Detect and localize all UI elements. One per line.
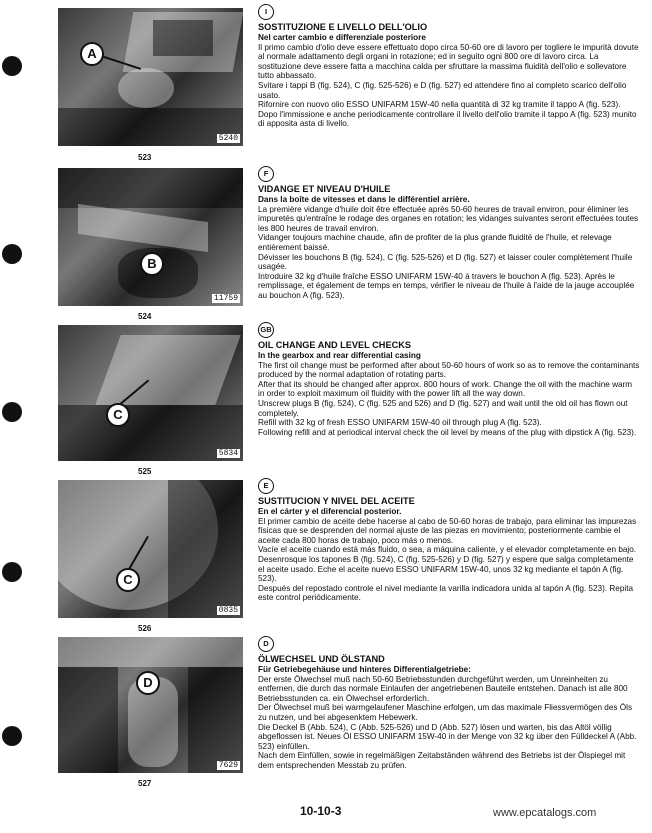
figure-number: 526 bbox=[138, 624, 152, 633]
paragraph: Die Deckel B (Abb. 524), C (Abb. 525-526) und D (Abb. 527) lösen und warten, bis das Altöl völlig abgeflossen ist. Neues Öl ESSO UNIFARM 15W-40 in der Menge von 32 kg über den Fülldeckel A (Abb. 523) einfüllen. bbox=[258, 722, 637, 751]
paragraph: Der Ölwechsel muß bei warmgelaufener Maschine erfolgen, um das maximale Fliessvermögen des Öls zu nutzen, und bei abgesenktem Hebewerk. bbox=[258, 703, 633, 722]
page-number: 10-10-3 bbox=[300, 804, 342, 818]
binder-hole bbox=[2, 244, 22, 264]
figure-number: 527 bbox=[138, 779, 152, 788]
paragraph: After that its should be changed after approx. 800 hours of work. Change the oil with the machine warm in order to exploit maximum oil fluidity with the power lift all the way down. bbox=[258, 379, 633, 399]
paragraph: Refill with 32 kg of fresh ESSO UNIFARM 15W-40 oil through plug A (fig. 523). bbox=[258, 418, 542, 428]
website-watermark: www.epcatalogs.com bbox=[493, 807, 597, 819]
figure-number: 525 bbox=[138, 467, 152, 476]
paragraph: El primer cambio de aceite debe hacerse al cabo de 50-60 horas de trabajo, para eliminar las impurezas físicas que se desprenden del normal ajuste de las piezas en movimiento; posteriormente cambie el aceite cada 800 horas de trabajo, poco más o menos. bbox=[258, 516, 637, 545]
binder-hole bbox=[2, 726, 22, 746]
paragraph: Dopo l'immissione e anche periodicamente controllare il livello dell'olio tramite il tappo A (fig. 523) munito di apposita asta di livello. bbox=[258, 109, 637, 129]
callout-b: B bbox=[140, 252, 164, 276]
section-english bbox=[258, 322, 640, 437]
figure-code: 5240 bbox=[218, 134, 238, 143]
section-title: ÖLWECHSEL UND ÖLSTAND bbox=[258, 654, 385, 664]
section-subtitle: Für Getriebegehäuse und hinteres Differentialgetriebe: bbox=[258, 665, 471, 674]
callout-d: D bbox=[136, 671, 160, 695]
figure-number: 523 bbox=[138, 153, 152, 162]
paragraph: Introduire 32 kg d'huile fraîche ESSO UNIFARM 15W-40 à travers le bouchon A (fig. 523). Après le remplissage, et également de temps en temps, vérifier le niveau de l'huile à l'aide de la jauge accouplée au bouchon A (fig. 523). bbox=[258, 271, 635, 300]
paragraph: Svitare i tappi B (fig. 524), C (fig. 525-526) e D (fig. 527) ed attendere fino al completo scarico dell'olio usato. bbox=[258, 80, 627, 100]
figure-code: 0835 bbox=[218, 606, 238, 615]
figure-code: 5834 bbox=[218, 449, 238, 458]
language-flag: E bbox=[258, 478, 274, 494]
section-title: VIDANGE ET NIVEAU D'HUILE bbox=[258, 184, 391, 194]
language-flag: F bbox=[258, 166, 274, 182]
figure-code: 11759 bbox=[213, 294, 238, 303]
section-title: OIL CHANGE AND LEVEL CHECKS bbox=[258, 340, 411, 350]
section-german bbox=[258, 636, 640, 771]
callout-c: C bbox=[116, 568, 140, 592]
figure-526-photo bbox=[58, 480, 243, 618]
figure-number: 524 bbox=[138, 312, 152, 321]
section-french bbox=[258, 166, 640, 301]
figure-524-photo bbox=[58, 168, 243, 306]
language-flag: I bbox=[258, 4, 274, 20]
section-subtitle: En el cárter y el diferencial posterior. bbox=[258, 507, 402, 516]
paragraph: Vacíe el aceite cuando está más fluido, o sea, a máquina caliente, y el elevador completamente en bajo. bbox=[258, 545, 637, 555]
section-title: SOSTITUZIONE E LIVELLO DELL'OLIO bbox=[258, 22, 428, 32]
paragraph: Después del repostado controle el nivel mediante la varilla indicadora unida al tapón A (fig. 523). Repita este control periódicamente. bbox=[258, 583, 634, 603]
paragraph: Vidanger toujours machine chaude, afin de profiter de la plus grande fluidité de l'huile, et relevage entièrement baissé. bbox=[258, 233, 612, 252]
section-subtitle: Dans la boîte de vitesses et dans le différentiel arrière. bbox=[258, 195, 470, 204]
paragraph: Dévisser les bouchons B (fig. 524), C (fig. 525-526) et D (fig. 527) et laisser couler complètement l'huile usagée. bbox=[258, 252, 633, 272]
section-subtitle: Nel carter cambio e differenziale posteriore bbox=[258, 33, 426, 42]
paragraph: La première vidange d'huile doit être effectuée après 50-60 heures de travail environ, pour éliminer les impuretés qu'entraîne le rodage des organes en rotation; les vidanges suivantes seront effectuées toutes les 800 heures de travail environ. bbox=[258, 204, 639, 233]
paragraph: Desenrosque los tapones B (fig. 524), C (fig. 525-526) y D (fig. 527) y espere que salga completamente el aceite usado. Eche el aceite nuevo ESSO UNIFARM 15W-40, unos 32 kg mediante el tapón A (fig. 523). bbox=[258, 554, 634, 584]
language-flag: D bbox=[258, 636, 274, 652]
binder-hole bbox=[2, 562, 22, 582]
figure-523-photo bbox=[58, 8, 243, 146]
paragraph: Unscrew plugs B (fig. 524), C (fig. 525 and 526) and D (fig. 527) and wait until the old oil has flown out completely. bbox=[258, 398, 628, 418]
section-title: SUSTITUCION Y NIVEL DEL ACEITE bbox=[258, 496, 415, 506]
callout-a: A bbox=[80, 42, 104, 66]
paragraph: The first oil change must be performed after about 50-60 hours of work so as to remove the contaminants produced by the normal adaptation of rotating parts. bbox=[258, 360, 640, 380]
paragraph: Nach dem Einfüllen, sowie in regelmäßigen Zeitabständen während des Betriebs ist der Ölspiegel mit dem entsprechenden Messtab zu prüfen. bbox=[258, 751, 626, 770]
paragraph: Der erste Ölwechsel muß nach 50-60 Betriebsstunden durchgeführt werden, um Unreinheiten zu entfernen, die durch das normale Einlaufen der angetriebenen Bauteile entstehen. Danach ist alle 800 Betriebsstunden ca. ein Ölwechsel erforderlich. bbox=[258, 674, 628, 703]
paragraph: Il primo cambio d'olio deve essere effettuato dopo circa 50-60 ore di lavoro per togliere le impurità dovute al normale adattamento degli organi in rotazione; ed in seguito ogni 800 ore di lavoro circa. La sostituzione deve essere fatta a macchina calda per sfruttare la massima fluidità dell'olio e sollevatore tutto abbassato. bbox=[258, 42, 639, 81]
paragraph: Rifornire con nuovo olio ESSO UNIFARM 15W-40 nella quantità di 32 kg tramite il tappo A (fig. 523). bbox=[258, 100, 621, 110]
figure-code: 7629 bbox=[218, 761, 238, 770]
language-flag: GB bbox=[258, 322, 274, 338]
binder-hole bbox=[2, 402, 22, 422]
callout-c: C bbox=[106, 403, 130, 427]
figure-525-photo bbox=[58, 325, 243, 461]
binder-hole bbox=[2, 56, 22, 76]
section-subtitle: In the gearbox and rear differential casing bbox=[258, 351, 421, 360]
figure-527-photo bbox=[58, 637, 243, 773]
section-spanish bbox=[258, 478, 640, 603]
paragraph: Following refill and at periodical interval check the oil level by means of the plug with dipstick A (fig. 523). bbox=[258, 427, 637, 437]
section-italian bbox=[258, 4, 640, 129]
